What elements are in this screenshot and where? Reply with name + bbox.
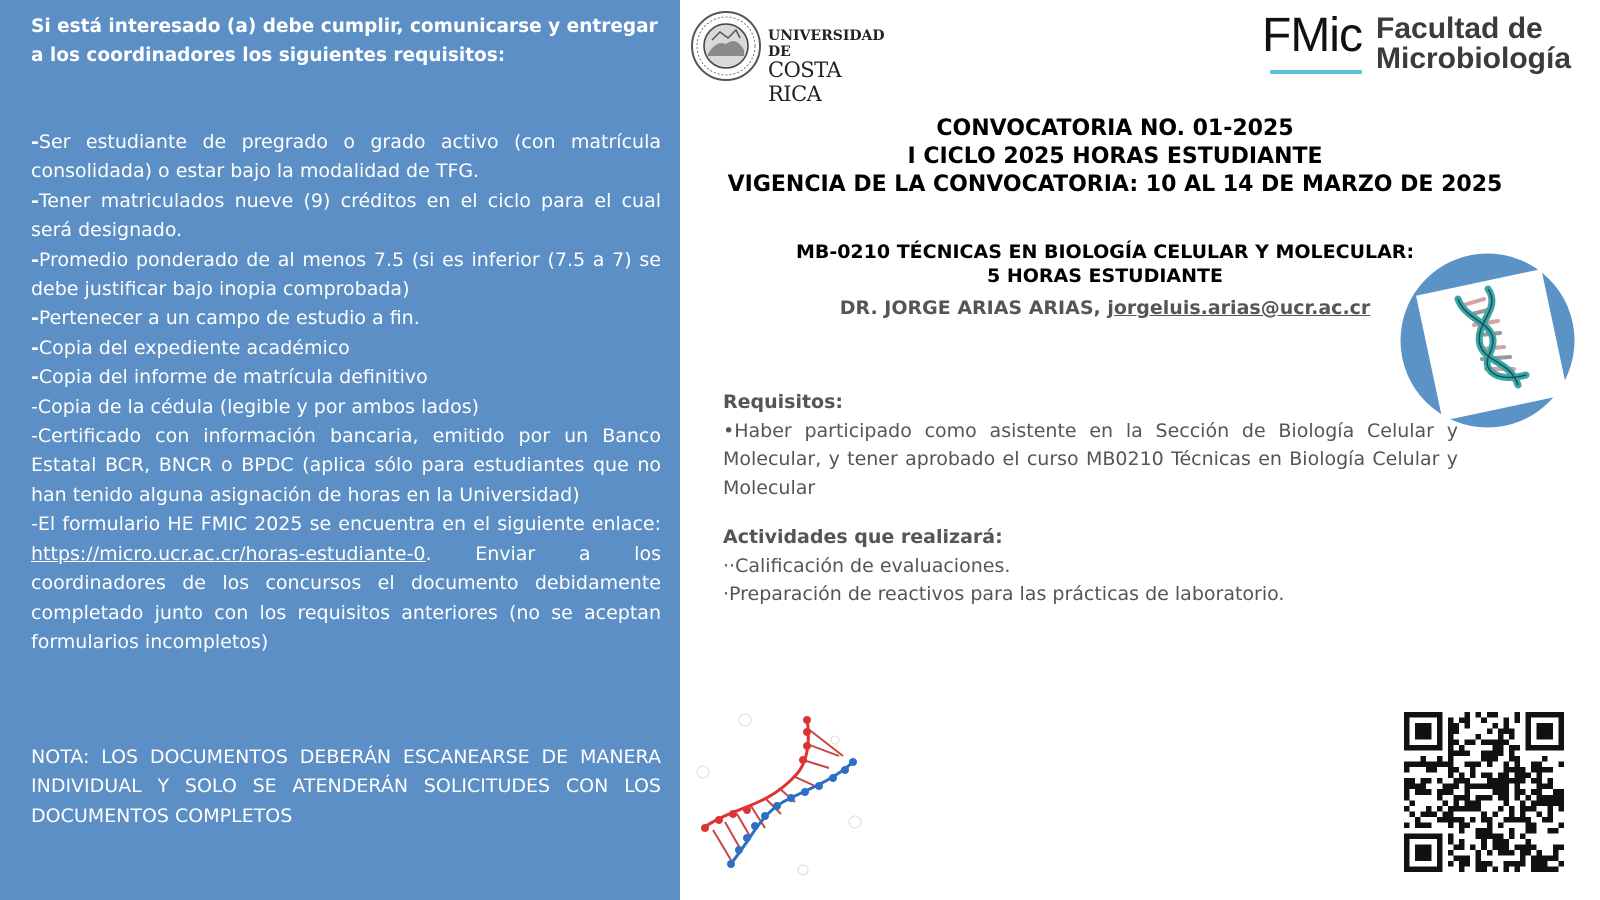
dna-strand-icon <box>695 710 870 880</box>
fmic-mark: FMic <box>1262 9 1362 62</box>
professor-email-link[interactable]: jorgeluis.arias@ucr.ac.cr <box>1107 297 1371 319</box>
requirements-panel <box>0 0 680 900</box>
course-activities <box>723 523 1458 609</box>
requirements-heading: Requisitos: <box>723 391 844 413</box>
title-line: VIGENCIA DE LA CONVOCATORIA: 10 AL 14 DE MARZO DE 2025 <box>727 172 1503 197</box>
university-seal-icon <box>690 10 762 82</box>
title-line: CONVOCATORIA NO. 01-2025 <box>936 116 1294 141</box>
activity-item: ··Calificación de evaluaciones. <box>723 554 1011 577</box>
course-title: MB-0210 TÉCNICAS EN BIOLOGÍA CELULAR Y MOLECULAR: 5 HORAS ESTUDIANTE <box>795 241 1415 287</box>
ucr-wordmark: UNIVERSIDAD DE COSTA RICA <box>768 28 885 106</box>
professor-contact: DR. JORGE ARIAS ARIAS, jorgeluis.arias@ucr.ac.cr <box>839 297 1371 319</box>
form-link[interactable]: https://micro.ucr.ac.cr/horas-estudiante-0 <box>31 542 426 565</box>
requirement-item: -Tener matriculados nueve (9) créditos en el ciclo para el cual será designado. <box>31 189 661 242</box>
requirements-text: •Haber participado como asistente en la Sección de Biología Celular y Molecular, y tener aprobado el curso MB0210 Técnicas en Biología Celular y Molecular <box>723 419 1458 499</box>
panel-intro: Si está interesado (a) debe cumplir, comunicarse y entregar a los coordinadores los siguientes requisitos: <box>31 16 658 66</box>
fmic-logo <box>1262 9 1582 84</box>
form-link-item: -El formulario HE FMIC 2025 se encuentra en el siguiente enlace: https://micro.ucr.ac.cr/horas-estudiante-0. Enviar a los coordinadores de los concursos el documento debidamente completado junto con los requisitos anteriores (no se aceptan formularios incompletos) <box>31 513 661 653</box>
panel-note: NOTA: LOS DOCUMENTOS DEBERÁN ESCANEARSE DE MANERA INDIVIDUAL Y SOLO SE ATENDERÁN SOLICITUDES CON LOS DOCUMENTOS COMPLETOS <box>31 746 661 827</box>
activity-item: ·Preparación de reactivos para las prácticas de laboratorio. <box>723 583 1285 605</box>
title-line: I CICLO 2025 HORAS ESTUDIANTE <box>907 144 1323 169</box>
requirements-list <box>31 128 661 657</box>
fmic-underline <box>1270 70 1362 74</box>
requirement-item: -Copia del expediente académico <box>31 336 350 359</box>
requirement-item: -Promedio ponderado de al menos 7.5 (si es inferior (7.5 a 7) se debe justificar bajo inopia comprobada) <box>31 248 661 301</box>
announcement-title <box>700 115 1530 199</box>
qr-code-icon[interactable] <box>1404 712 1564 872</box>
fmic-faculty-name: Facultad de Microbiología <box>1376 12 1571 75</box>
activities-heading: Actividades que realizará: <box>723 526 1003 548</box>
requirement-item: -Certificado con información bancaria, emitido por un Banco Estatal BCR, BNCR o BPDC (aplica sólo para estudiantes que no han tenido alguna asignación de horas en la Universidad) <box>31 425 661 506</box>
course-requirements <box>723 388 1458 502</box>
requirement-item: -Pertenecer a un campo de estudio a fin. <box>31 307 420 330</box>
requirement-item: -Copia del informe de matrícula definitivo <box>31 366 428 389</box>
ucr-logo <box>690 10 890 106</box>
requirement-item: -Ser estudiante de pregrado o grado activo (con matrícula consolidada) o estar bajo la modalidad de TFG. <box>31 131 661 183</box>
requirement-item: -Copia de la cédula (legible y por ambos lados) <box>31 395 480 418</box>
